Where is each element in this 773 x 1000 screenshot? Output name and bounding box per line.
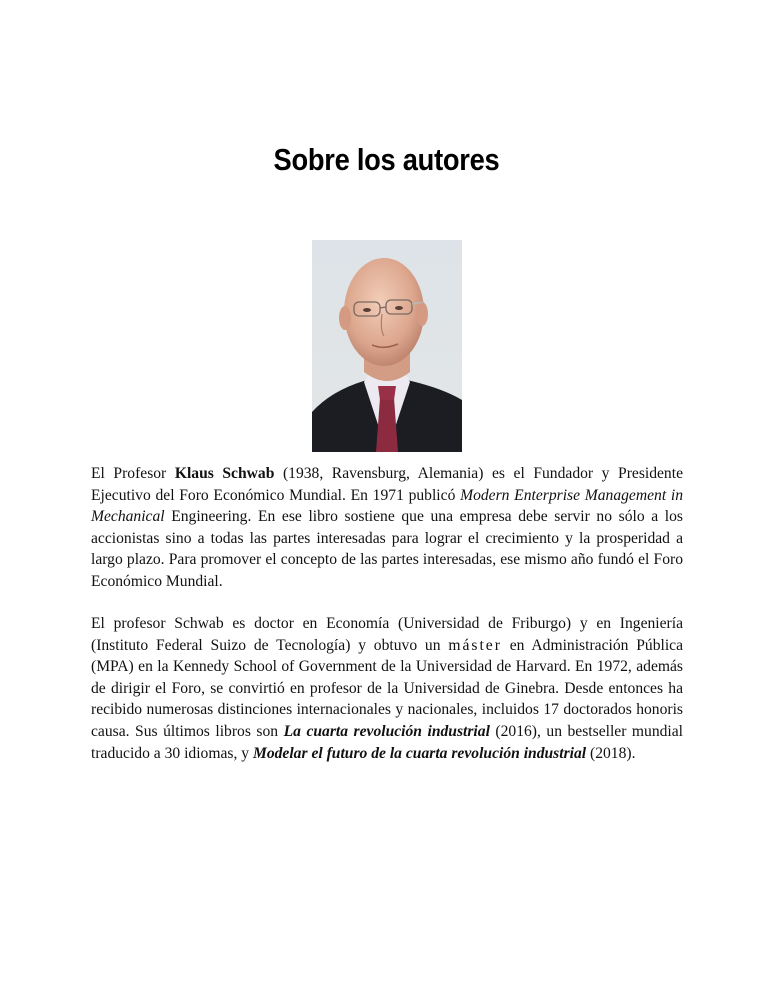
page-title: Sobre los autores bbox=[273, 142, 500, 177]
author-bio-paragraph-1 bbox=[91, 463, 683, 593]
bio1-text-3: Engineering. En ese libro sostiene que una empresa debe servir no sólo a los accionistas sino a todas las partes interesadas para lograr el crecimiento y la prosperidad a largo plazo. Para promover el concepto de las partes interesadas, ese mismo año fundó el Foro Económico Mundial. bbox=[91, 508, 683, 590]
book-title-modern-enterprise: Modern Enterprise Management in Mechanical bbox=[91, 486, 684, 526]
bio2-text-2: en Administración Pública (MPA) en la Kennedy School of Government de la Universidad de Harvard. En 1972, además de dirigir el Foro, se convirtió en profesor de la Universidad de Ginebra. Desde entonces ha recibido numerosas distinciones internacionales y nacionales, incluidos 17 doctorados honoris causa. Sus últimos libros son bbox=[91, 636, 684, 740]
author-name: Klaus Schwab bbox=[174, 465, 275, 482]
bio1-text-1: El Profesor bbox=[91, 465, 175, 482]
author-photo bbox=[312, 240, 462, 452]
master-word: máster bbox=[448, 636, 502, 654]
author-bio-paragraph-2 bbox=[91, 613, 683, 764]
book-title-cuarta-revolucion: La cuarta revolución industrial bbox=[283, 722, 490, 740]
book-title-modelar-el-futuro: Modelar el futuro de la cuarta revolución industrial bbox=[252, 744, 587, 762]
bio2-text-1: El profesor Schwab es doctor en Economía (Universidad de Friburgo) y en Ingeniería (Instituto Federal Suizo de Tecnología) y obtuvo un bbox=[91, 615, 683, 654]
author-portrait-image bbox=[312, 240, 462, 452]
bio1-text-2: (1938, Ravensburg, Alemania) es el Fundador y Presidente Ejecutivo del Foro Económico Mundial. En 1971 publicó bbox=[91, 465, 683, 504]
bio2-text-3: (2016), un bestseller mundial traducido a 30 idiomas, y bbox=[91, 722, 684, 762]
bio2-text-4: (2018). bbox=[586, 744, 636, 762]
